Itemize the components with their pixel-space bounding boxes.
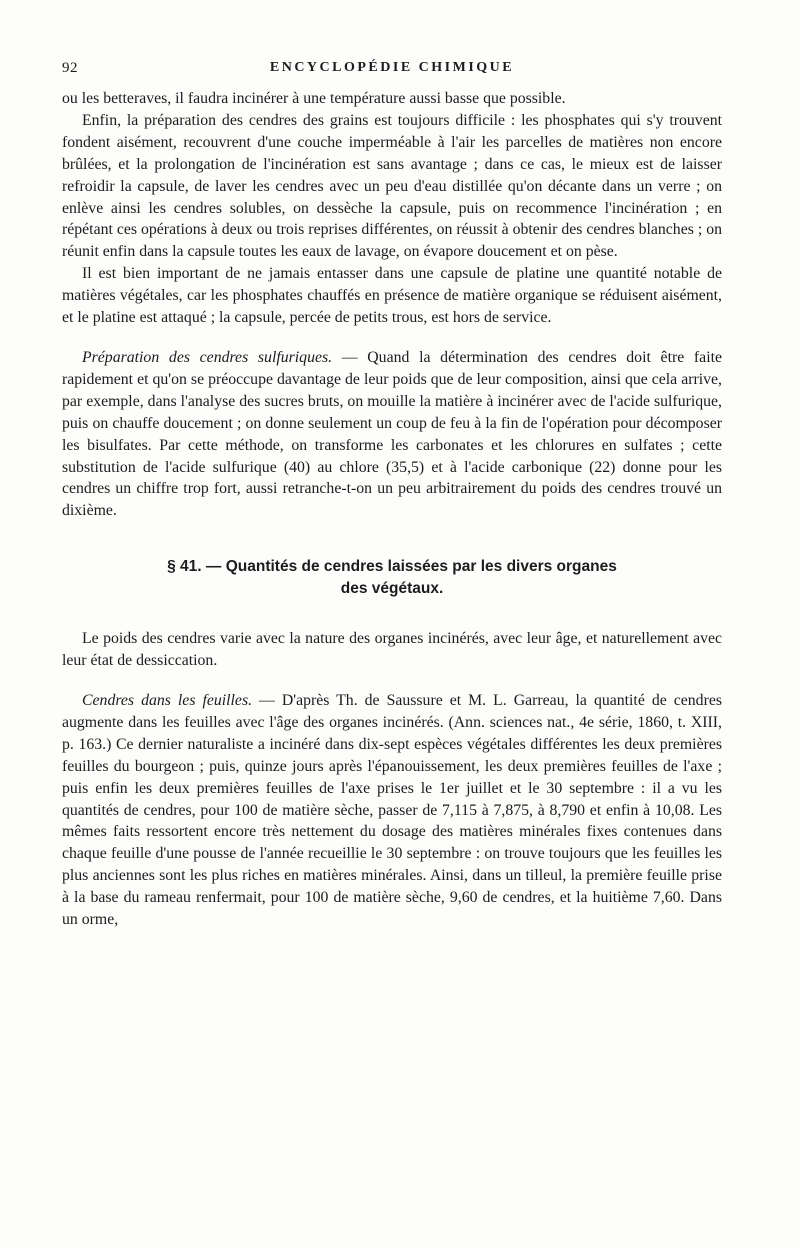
section-title-line-2: des végétaux. bbox=[340, 580, 444, 598]
page-header bbox=[62, 60, 722, 82]
page-number: 92 bbox=[62, 60, 78, 76]
body-text bbox=[62, 88, 722, 931]
paragraph-text: — Quand la détermination des cendres doit être faite rapidement et qu'on se préoccupe davantage de leur poids que de leur composition, ainsi que cela arrive, par exemple, dans l'analyse des sucres bruts, on mouille la matière à incinérer avec de l'acide sulfurique, puis on chauffe doucement ; on donne seulement un coup de feu à la fin de l'opération pour décomposer les bisulfates. Par cette méthode, on transforme les carbonates et les chlorures en sulfates ; cette substitution de l'acide sulfurique (40) au chlore (35,5) et à l'acide carbonique (22) donne pour les cendres un chiffre trop fort, aussi retranche-t-on un peu arbitrairement du poids des cendres trouvé un dixième. bbox=[62, 348, 722, 520]
running-title: ENCYCLOPÉDIE CHIMIQUE bbox=[269, 60, 515, 75]
paragraph-text: — D'après Th. de Saussure et M. L. Garreau, la quantité de cendres augmente dans les feuilles avec l'âge des organes incinérés. (Ann. sciences nat., 4e série, 1860, t. XIII, p. 163.) Ce dernier naturaliste a incinéré dans dix-sept espèces végétales différentes les deux premières feuilles du bourgeon ; puis, quinze jours après l'épanouissement, les deux premières feuilles de l'axe ; puis enfin les deux premières feuilles de l'axe prises le 1er juillet et le 30 septembre : il a vu les quantités de cendres, pour 100 de matière sèche, passer de 7,115 à 7,875, à 8,790 et enfin à 10,08. Les mêmes faits ressortent encore très nettement du dosage des matières minérales fixes contenues dans chaque feuille d'une pousse de l'année recueillie le 30 septembre : on trouve toujours que les feuilles les plus anciennes sont les plus riches en matières minérales. Ainsi, dans un tilleul, la première feuille prise à la base du rameau renfermait, pour 100 de matière sèche, 9,60 de cendres, et la huitième 7,60. Dans un orme, bbox=[62, 692, 722, 929]
section-title-line-1: § 41. — Quantités de cendres laissées par les divers organes bbox=[167, 558, 617, 576]
paragraph-poids-cendres: Le poids des cendres varie avec la nature des organes incinérés, avec leur âge, et naturellement avec leur état de dessiccation. bbox=[62, 630, 722, 670]
paragraph-grains: Enfin, la préparation des cendres des grains est toujours difficile : les phosphates qui s'y trouvent fondent aisément, recouvrent d'une couche imperméable à l'air les parcelles de matières non encore brûlées, et la prolongation de l'incinération est sans avantage ; dans ce cas, le mieux est de laisser refroidir la capsule, de laver les cendres avec un peu d'eau distillée qu'on décante dans un verre ; on enlève ainsi les cendres solubles, on dessèche la capsule, puis on recommence l'incinération ; en répétant ces opérations à deux ou trois reprises différentes, on réussit à obtenir des cendres blanches ; on réunit enfin dans la capsule toutes les eaux de lavage, on évapore doucement et on pèse. bbox=[62, 111, 722, 261]
runin-heading: Cendres dans les feuilles. bbox=[82, 692, 253, 710]
paragraph-continuation: ou les betteraves, il faudra incinérer à une température aussi basse que possible. bbox=[62, 90, 566, 107]
section-heading bbox=[62, 556, 722, 600]
paragraph-cendres-sulfuriques bbox=[62, 347, 722, 522]
runin-heading: Préparation des cendres sulfuriques. bbox=[82, 348, 333, 366]
paragraph-platine: Il est bien important de ne jamais entasser dans une capsule de platine une quantité notable de matières végétales, car les phosphates chauffés en présence de matière organique se réduisent aisément, et le platine est attaqué ; la capsule, percée de petits trous, est hors de service. bbox=[62, 265, 722, 327]
paragraph-cendres-feuilles bbox=[62, 690, 722, 931]
